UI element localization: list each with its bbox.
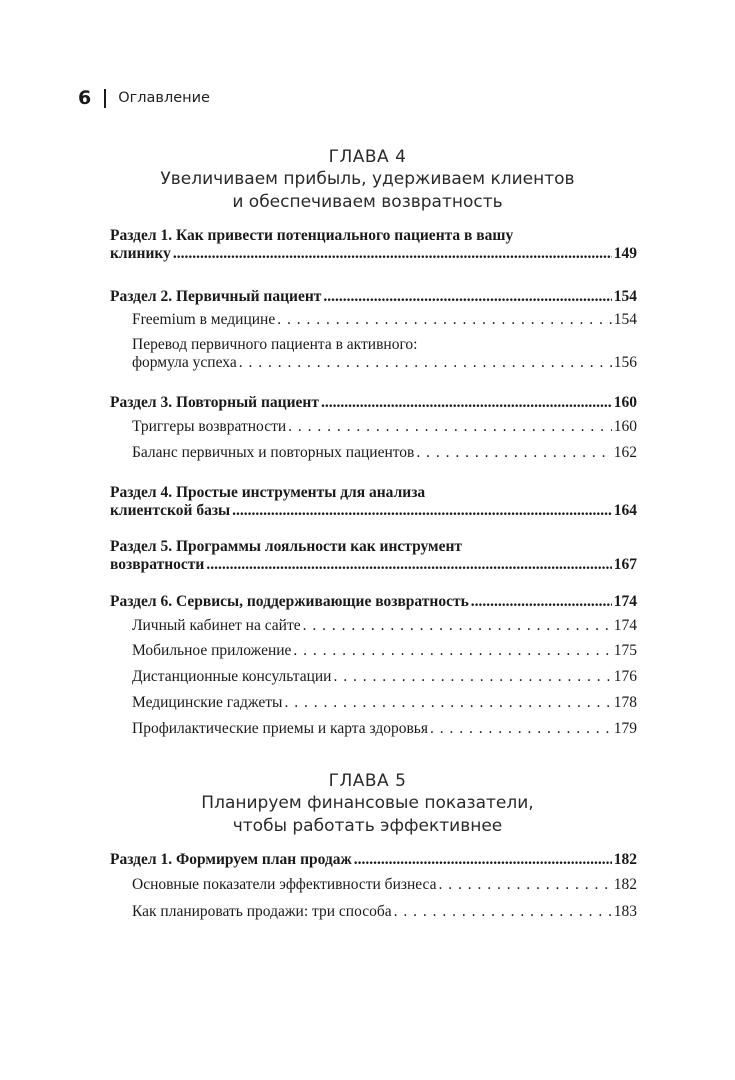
toc-section-entry[interactable] (110, 394, 637, 412)
toc-page-number: 174 (613, 593, 637, 610)
toc-entry-text: Раздел 2. Первичный пациент (110, 288, 322, 305)
leader-dots (471, 593, 612, 611)
leader-dots (394, 903, 612, 921)
toc-page-number: 167 (613, 556, 637, 573)
toc-page-number: 156 (613, 354, 637, 371)
toc-subsection-entry[interactable] (110, 444, 637, 462)
toc-section-entry[interactable] (110, 538, 637, 574)
toc-entry-text: Перевод первичного пациента в активного: (132, 336, 418, 353)
toc-entry-text: Раздел 3. Повторный пациент (110, 394, 319, 411)
toc-page-number: 160 (613, 418, 637, 435)
leader-dots (232, 502, 612, 520)
toc-section-entry[interactable] (110, 593, 637, 611)
header-title: Оглавление (118, 90, 210, 106)
toc-entry-text: Раздел 5. Программы лояльности как инструмент (110, 538, 463, 555)
toc-page-number: 176 (613, 668, 637, 685)
header-divider (104, 89, 106, 108)
leader-dots (439, 876, 612, 894)
toc-subsection-entry[interactable] (110, 418, 637, 436)
toc-subsection-entry[interactable] (110, 876, 637, 894)
toc-page-number: 164 (613, 502, 637, 519)
leader-dots (354, 851, 612, 869)
chapter-label: ГЛАВА 4 (328, 147, 407, 167)
toc-page-number: 179 (613, 720, 637, 737)
toc-page-number: 160 (613, 394, 637, 411)
toc-entry-text: Мобильное приложение (132, 642, 292, 659)
toc-entry-text: клинику (110, 245, 171, 262)
toc-entry-text: Раздел 1. Как привести потенциального пациента в вашу (110, 227, 514, 244)
toc-subsection-entry[interactable] (110, 642, 637, 660)
toc-page-number: 182 (613, 876, 637, 893)
toc-page-number: 178 (613, 694, 637, 711)
toc-page-number: 149 (613, 245, 637, 262)
toc-section-entry[interactable] (110, 851, 637, 869)
toc-section-entry[interactable] (110, 288, 637, 306)
toc-subsection-entry[interactable] (110, 694, 637, 712)
toc-entry-text: Триггеры возвратности (132, 418, 287, 435)
leader-dots (321, 394, 612, 412)
toc-subsection-entry[interactable] (110, 668, 637, 686)
chapter-title-line: Планируем финансовые показатели, (201, 793, 534, 813)
toc-entry-text: клиентской базы (110, 502, 231, 519)
toc-entry-text: Раздел 4. Простые инструменты для анализа (110, 484, 426, 501)
toc-subsection-entry[interactable] (110, 617, 637, 635)
leader-dots (173, 245, 612, 263)
toc-entry-text: Баланс первичных и повторных пациентов (132, 444, 415, 461)
chapter-title-line: и обеспечиваем возвратность (232, 192, 503, 212)
leader-dots (277, 311, 612, 329)
toc-page-number: 174 (613, 617, 637, 634)
toc-subsection-entry[interactable] (110, 720, 637, 738)
chapter-4-heading (0, 146, 735, 214)
toc-page-number: 183 (613, 903, 637, 920)
toc-entry-text: Профилактические приемы и карта здоровья (132, 720, 428, 737)
leader-dots (323, 288, 611, 306)
toc-subsection-entry[interactable] (110, 903, 637, 921)
toc-entry-text: формула успеха (132, 354, 237, 371)
toc-page-number: 154 (613, 288, 637, 305)
toc-subsection-entry[interactable] (110, 336, 637, 372)
toc-entry-text: Раздел 6. Сервисы, поддерживающие возвратность (110, 593, 469, 610)
leader-dots (288, 418, 612, 436)
page-number: 6 (78, 87, 92, 109)
toc-entry-text: возвратности (110, 556, 205, 573)
toc-entry-text: Как планировать продажи: три способа (132, 903, 392, 920)
toc-section-entry[interactable] (110, 227, 637, 263)
toc-page-number: 182 (613, 851, 637, 868)
toc-entry-text: Личный кабинет на сайте (132, 617, 301, 634)
toc-page-number: 175 (613, 642, 637, 659)
leader-dots (293, 642, 611, 660)
toc-section-entry[interactable] (110, 484, 637, 520)
toc-entry-text: Основные показатели эффективности бизнеса (132, 876, 437, 893)
toc-page-number: 154 (613, 311, 637, 328)
toc-page-number: 162 (613, 444, 637, 461)
toc-entry-text: Freemium в медицине (132, 311, 276, 328)
leader-dots (430, 720, 612, 738)
toc-entry-text: Дистанционные консультации (132, 668, 332, 685)
chapter-title-line: чтобы работать эффективнее (232, 816, 503, 836)
leader-dots (284, 694, 611, 712)
leader-dots (239, 354, 612, 372)
toc-entry-text: Медицинские гаджеты (132, 694, 283, 711)
chapter-label: ГЛАВА 5 (328, 771, 407, 791)
leader-dots (333, 668, 611, 686)
chapter-title-line: Увеличиваем прибыль, удерживаем клиентов (160, 169, 575, 189)
leader-dots (303, 617, 612, 635)
leader-dots (206, 556, 611, 574)
leader-dots (416, 444, 611, 462)
toc-subsection-entry[interactable] (110, 311, 637, 329)
running-header (78, 84, 210, 112)
toc-entry-text: Раздел 1. Формируем план продаж (110, 851, 352, 868)
chapter-5-heading (0, 770, 735, 838)
